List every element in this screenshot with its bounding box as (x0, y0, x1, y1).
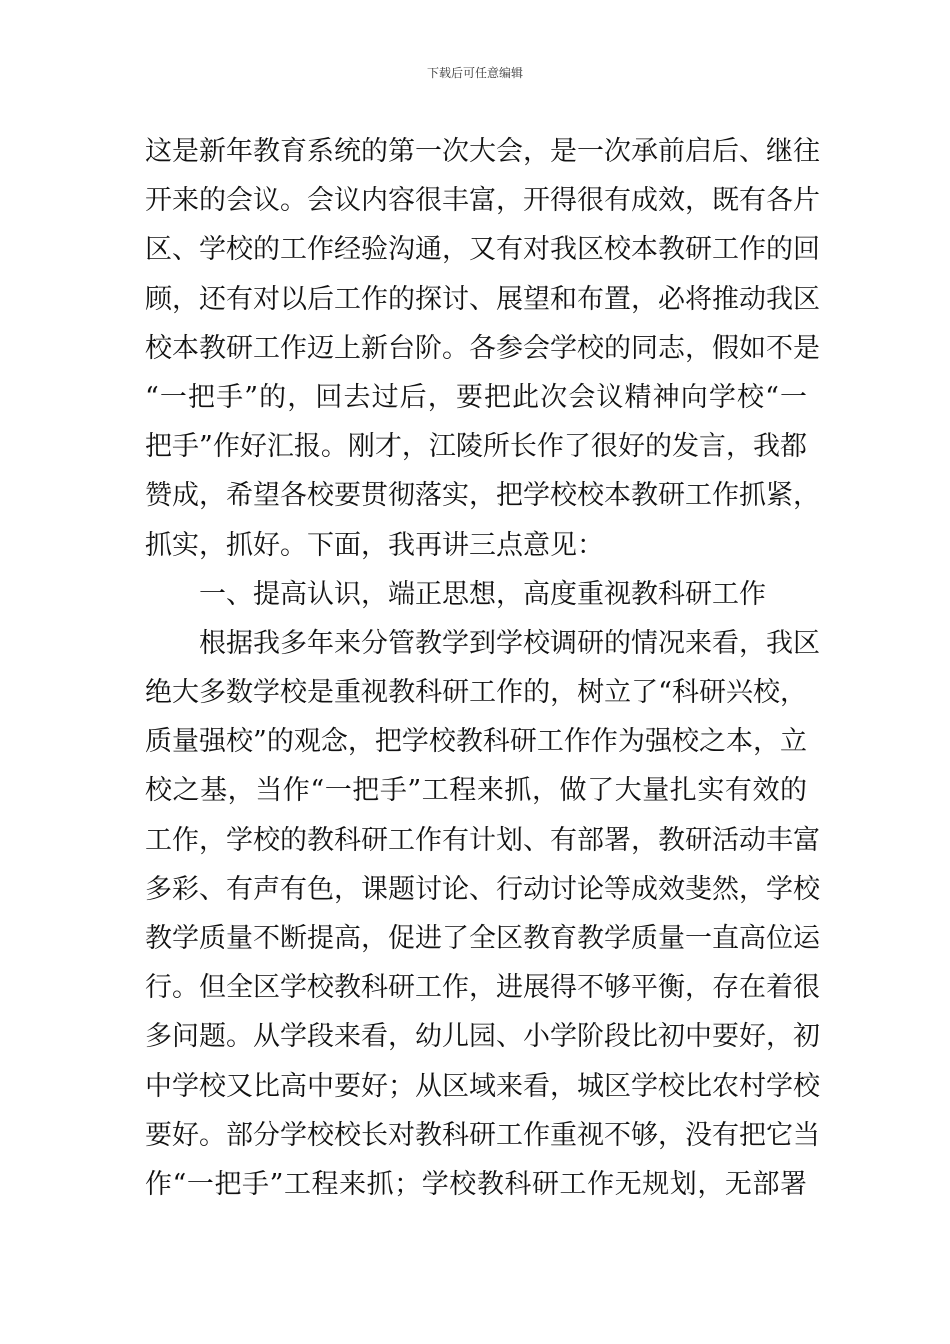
text-line: 抓实，抓好。下面，我再讲三点意见： (145, 529, 604, 561)
text-line: 教学质量不断提高，促进了全区教育教学质量一直高位运 (145, 923, 820, 954)
text-line: 要好。部分学校校长对教科研工作重视不够，没有把它当 (145, 1119, 820, 1151)
text-line: 赞成，希望各校要贯彻落实，把学校校本教研工作抓紧， (145, 480, 820, 512)
text-line: 行。但全区学校教科研工作，进展得不够平衡，存在着很 (145, 972, 820, 1004)
text-line: 区、学校的工作经验沟通，又有对我区校本教研工作的回 (145, 234, 820, 266)
text-line: 把手”作好汇报。刚才，江陵所长作了很好的发言，我都 (145, 431, 807, 463)
page-header (0, 66, 950, 80)
heading-line: 一、提高认识，端正思想，高度重视教科研工作 (199, 578, 766, 610)
text-line: 根据我多年来分管教学到学校调研的情况来看，我区 (199, 627, 820, 659)
text-line: 这是新年教育系统的第一次大会，是一次承前启后、继往 (145, 136, 820, 167)
text-line: 作“一把手”工程来抓；学校教科研工作无规划，无部署 (145, 1168, 807, 1200)
page-header-text: 下载后可任意编辑 (426, 66, 523, 80)
text-line: 中学校又比高中要好；从区域来看，城区学校比农村学校 (145, 1070, 820, 1102)
text-line: 多问题。从学段来看，幼儿园、小学阶段比初中要好，初 (145, 1021, 820, 1053)
text-line: 质量强校”的观念，把学校教科研工作作为强校之本，立 (145, 726, 807, 758)
document-body (145, 127, 820, 1209)
paragraph (145, 619, 820, 1209)
text-line: “一把手”的，回去过后，要把此次会议精神向学校“一 (145, 381, 807, 413)
paragraph (145, 127, 820, 570)
text-line: 绝大多数学校是重视教科研工作的，树立了“科研兴校， (145, 677, 807, 709)
text-line: 校本教研工作迈上新台阶。各参会学校的同志，假如不是 (145, 332, 820, 364)
text-line: 开来的会议。会议内容很丰富，开得很有成效，既有各片 (145, 185, 820, 217)
section-heading (145, 570, 807, 619)
text-line: 多彩、有声有色，课题讨论、行动讨论等成效斐然，学校 (145, 873, 820, 905)
text-line: 工作，学校的教科研工作有计划、有部署，教研活动丰富 (145, 824, 820, 856)
text-line: 顾，还有对以后工作的探讨、展望和布置，必将推动我区 (145, 283, 820, 315)
text-line: 校之基，当作“一把手”工程来抓，做了大量扎实有效的 (145, 775, 807, 807)
